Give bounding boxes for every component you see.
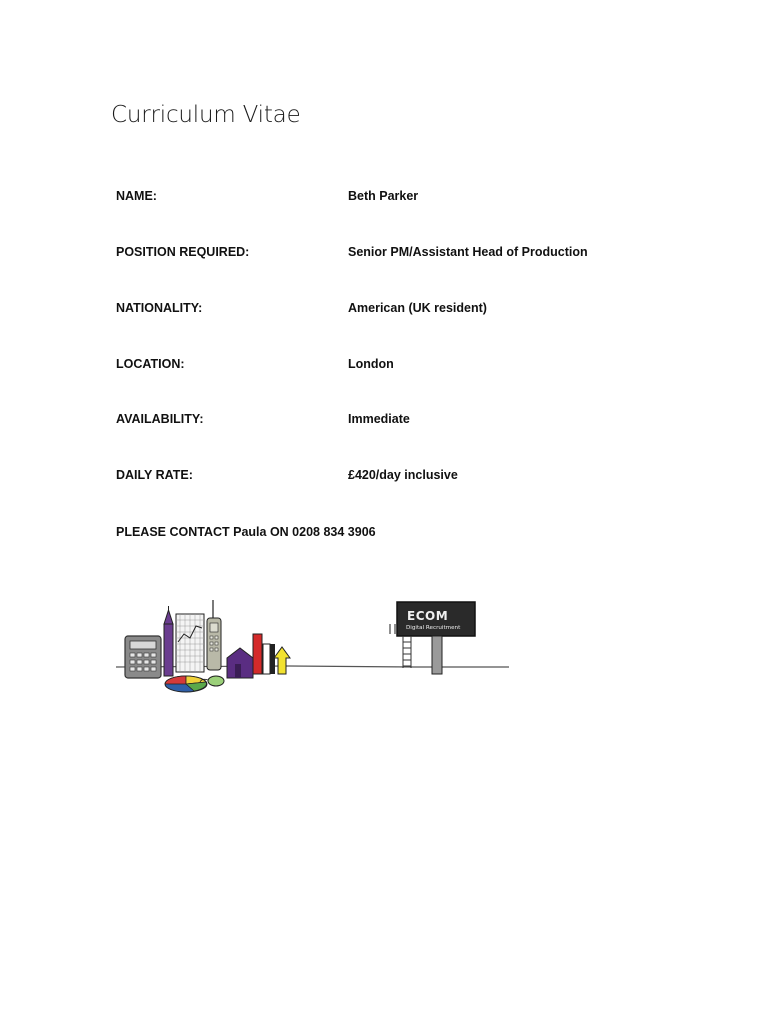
field-label: POSITION REQUIRED: [116, 245, 250, 259]
ground-line [116, 666, 509, 667]
field-label: NATIONALITY: [116, 301, 203, 315]
field-label: NAME: [116, 189, 157, 203]
contact-line: PLEASE CONTACT Paula ON 0208 834 3906 [116, 525, 376, 539]
field-value: Senior PM/Assistant Head of Production [348, 245, 588, 259]
field-value: American (UK resident) [348, 301, 487, 315]
city-illustration [114, 598, 514, 700]
field-row-location [116, 357, 676, 375]
field-label: LOCATION: [116, 357, 185, 371]
field-row-availability [116, 412, 676, 430]
phone-tower-icon [207, 600, 221, 670]
billboard-ladder [403, 636, 411, 668]
up-arrow-icon [274, 647, 290, 674]
field-value: £420/day inclusive [348, 468, 458, 482]
field-row-name [116, 189, 676, 207]
billboard-tagline: Digital Recruitment [406, 625, 461, 631]
billboard-brand: ECOM [407, 609, 449, 623]
page-title: Curriculum Vitae [111, 102, 301, 128]
house-building-icon [227, 648, 253, 678]
bar-chart-buildings-icon [253, 634, 275, 674]
field-value: Beth Parker [348, 189, 419, 203]
field-row-daily-rate [116, 468, 676, 486]
graph-building-icon [176, 614, 204, 672]
pencil-tower-icon [164, 606, 173, 676]
calculator-icon [125, 636, 161, 678]
pie-chart-icon [165, 676, 207, 692]
field-row-nationality [116, 301, 676, 319]
field-label: AVAILABILITY: [116, 412, 204, 426]
field-value: London [348, 357, 394, 371]
field-value: Immediate [348, 412, 410, 426]
field-row-position [116, 245, 676, 263]
billboard [390, 602, 475, 674]
field-label: DAILY RATE: [116, 468, 193, 482]
